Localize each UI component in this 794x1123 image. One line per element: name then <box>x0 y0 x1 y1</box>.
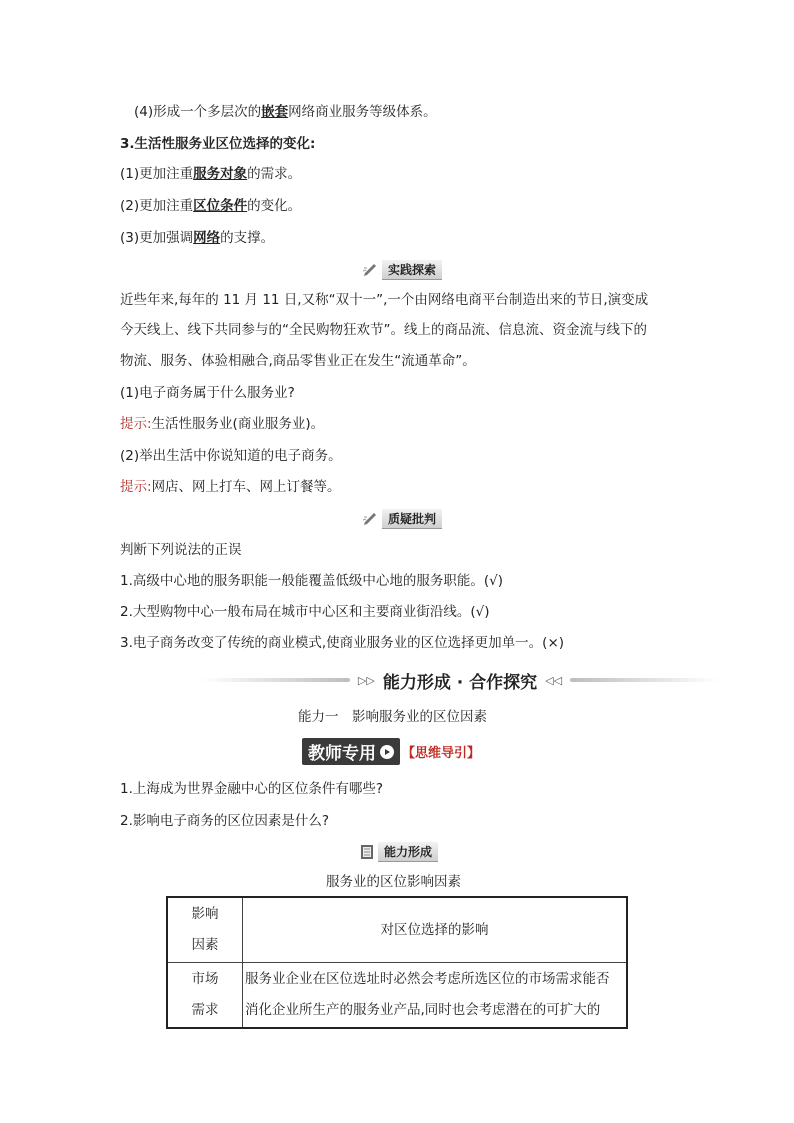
table-header-row <box>167 897 627 963</box>
critique-tag-label: 质疑批判 <box>382 509 442 529</box>
banner-left-bar <box>200 678 350 682</box>
list-item-3: (3)更加强调网络的支撑。 <box>120 230 275 246</box>
list-item-1: (1)更加注重服务对象的需求。 <box>120 166 302 182</box>
question-1: (1)电子商务属于什么服务业? <box>120 385 295 401</box>
ability-formation-tag <box>360 842 438 862</box>
teacher-only-label <box>302 738 480 765</box>
book-icon <box>360 844 374 860</box>
banner-right-bar <box>570 678 720 682</box>
play-icon <box>380 745 394 759</box>
section-heading: 3.生活性服务业区位选择的变化: <box>120 136 316 152</box>
answer-2: 提示:网店、网上打车、网上订餐等。 <box>120 479 341 495</box>
table-cell-impact: 服务业企业在区位选址时必然会考虑所选区位的市场需求能否 消化企业所生产的服务业产品,同时也会考虑潜在的可扩大的 <box>243 963 628 1029</box>
table-row <box>167 963 627 1029</box>
list-item-2: (2)更加注重区位条件的变化。 <box>120 198 302 214</box>
hint-label: 提示: <box>120 479 152 495</box>
practice-para-line-1: 近些年来,每年的 11 月 11 日,又称“双十一”,一个由网络电商平台制造出来的节日,演变成 <box>120 292 649 308</box>
statement-2: 2.大型购物中心一般布局在城市中心区和主要商业街沿线。(√) <box>120 604 490 620</box>
pen-icon <box>362 511 378 527</box>
table-header-factor: 影响 因素 <box>167 897 243 963</box>
guide-question-2: 2.影响电子商务的区位因素是什么? <box>120 813 330 829</box>
banner-title: 能力形成 · 合作探究 <box>382 672 538 693</box>
practice-tag-label: 实践探索 <box>382 260 442 280</box>
teacher-only-text: 教师专用 <box>308 744 376 764</box>
table-header-impact: 对区位选择的影响 <box>243 897 628 963</box>
hint-label: 提示: <box>120 416 152 432</box>
table-cell-factor: 市场 需求 <box>167 963 243 1029</box>
practice-para-line-3: 物流、服务、体验相融合,商品零售业正在发生“流通革命”。 <box>120 353 476 369</box>
ability-subtitle: 能力一 影响服务业的区位因素 <box>298 709 487 725</box>
guide-question-1: 1.上海成为世界金融中心的区位条件有哪些? <box>120 781 384 797</box>
practice-tag <box>362 260 442 280</box>
factors-table <box>166 896 628 1029</box>
thinking-guide-label: 【思维导引】 <box>402 746 481 761</box>
practice-para-line-2: 今天线上、线下共同参与的“全民购物狂欢节”。线上的商品流、信息流、资金流与线下的 <box>120 322 647 338</box>
underlined-keyword: 网络 <box>193 230 221 246</box>
critique-tag <box>362 509 442 529</box>
table-caption: 服务业的区位影响因素 <box>326 874 461 890</box>
ability-formation-label: 能力形成 <box>378 842 438 862</box>
statement-1: 1.高级中心地的服务职能一般能覆盖低级中心地的服务职能。(√) <box>120 573 504 589</box>
statement-3: 3.电子商务改变了传统的商业模式,使商业服务业的区位选择更加单一。(×) <box>120 635 565 651</box>
double-arrow-left-icon: ◁◁ <box>545 673 563 687</box>
underlined-keyword: 服务对象 <box>193 166 248 182</box>
critique-intro: 判断下列说法的正误 <box>120 542 242 558</box>
answer-1: 提示:生活性服务业(商业服务业)。 <box>120 416 325 432</box>
question-2: (2)举出生活中你说知道的电子商务。 <box>120 448 342 464</box>
double-arrow-right-icon: ▷▷ <box>357 673 375 687</box>
underlined-keyword: 区位条件 <box>193 198 248 214</box>
section-banner <box>200 666 720 694</box>
pen-icon <box>362 262 378 278</box>
list-item-4: (4)形成一个多层次的嵌套网络商业服务等级体系。 <box>134 104 437 120</box>
underlined-keyword: 嵌套 <box>261 104 289 120</box>
